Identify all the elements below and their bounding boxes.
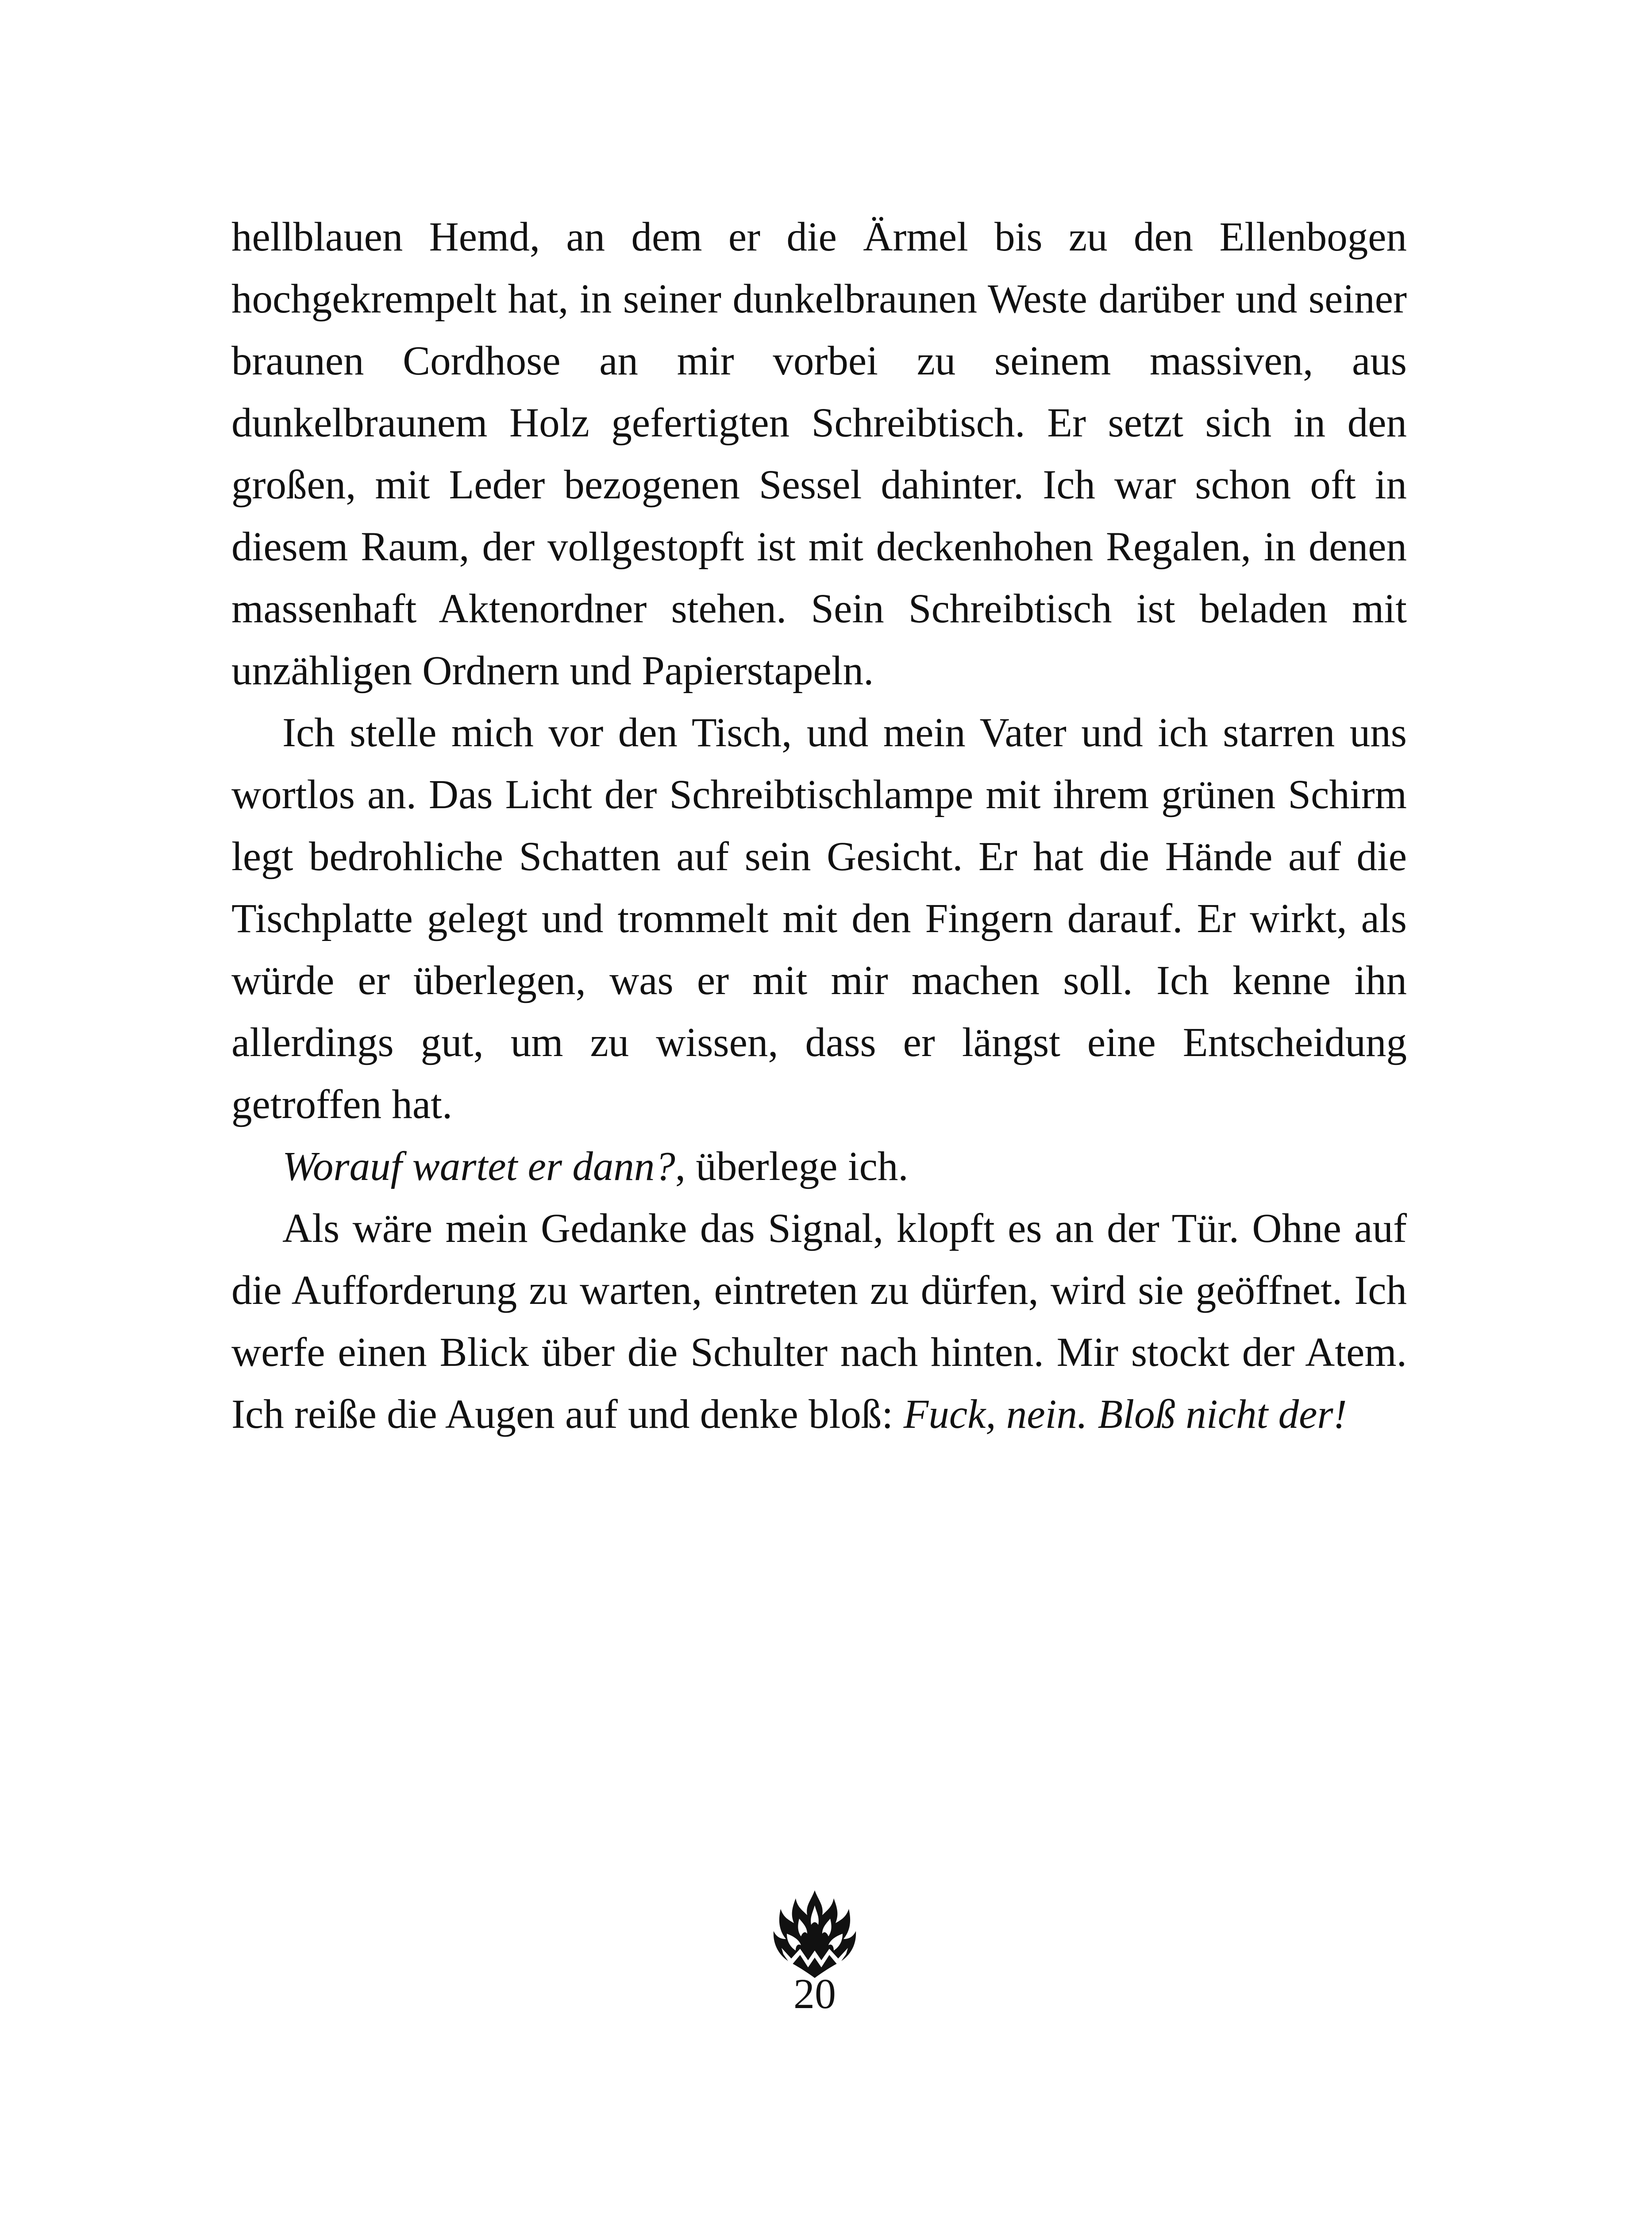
- page-number: 20: [793, 1970, 836, 2017]
- paragraph-3-italic-text: Worauf wartet er dann?: [282, 1144, 675, 1189]
- paragraph-3-text: , überlege ich.: [675, 1144, 909, 1189]
- paragraph-1-text: hellblauen Hemd, an dem er die Ärmel bis zu den Ellenbogen hochgekrempelt hat, in seiner dunkelbraunen Weste darüber und seiner braunen Cordhose an mir vorbei zu seinem massiven, aus dunkelbraunem Holz gefertigten Schreibtisch. Er setzt sich in den großen, mit Leder bezogenen Sessel dahinter. Ich war schon oft in diesem Raum, der vollgestopft ist mit deckenhohen Regalen, in denen massenhaft Aktenordner stehen. Sein Schreibtisch ist beladen mit unzähligen Ordnern und Papierstapeln.: [231, 214, 1407, 694]
- paragraph-2: [231, 702, 1407, 1136]
- flame-crown-icon: [768, 1888, 861, 1981]
- paragraph-4-italic-text: Fuck, nein. Bloß nicht der!: [903, 1392, 1347, 1437]
- paragraph-2-text: Ich stelle mich vor den Tisch, und mein Vater und ich starren uns wortlos an. Das Licht der Schreibtischlampe mit ihrem grünen Schirm legt bedrohliche Schatten auf sein Gesicht. Er hat die Hände auf die Tischplatte gelegt und trommelt mit den Fingern darauf. Er wirkt, als würde er überlegen, was er mit mir machen soll. Ich kenne ihn allerdings gut, um zu wissen, dass er längst eine Entscheidung getroffen hat.: [231, 710, 1407, 1127]
- paragraph-4: [231, 1198, 1407, 1446]
- paragraph-1: [231, 206, 1407, 702]
- paragraph-4-text: Als wäre mein Gedanke das Signal, klopft es an der Tür. Ohne auf die Aufforderung zu warten, eintreten zu dürfen, wird sie geöffnet. Ich werfe einen Blick über die Schulter nach hinten. Mir stockt der Atem. Ich reiße die Augen auf und denke bloß:: [231, 1206, 1407, 1437]
- body-text: [231, 206, 1407, 1446]
- paragraph-3: [231, 1136, 1407, 1198]
